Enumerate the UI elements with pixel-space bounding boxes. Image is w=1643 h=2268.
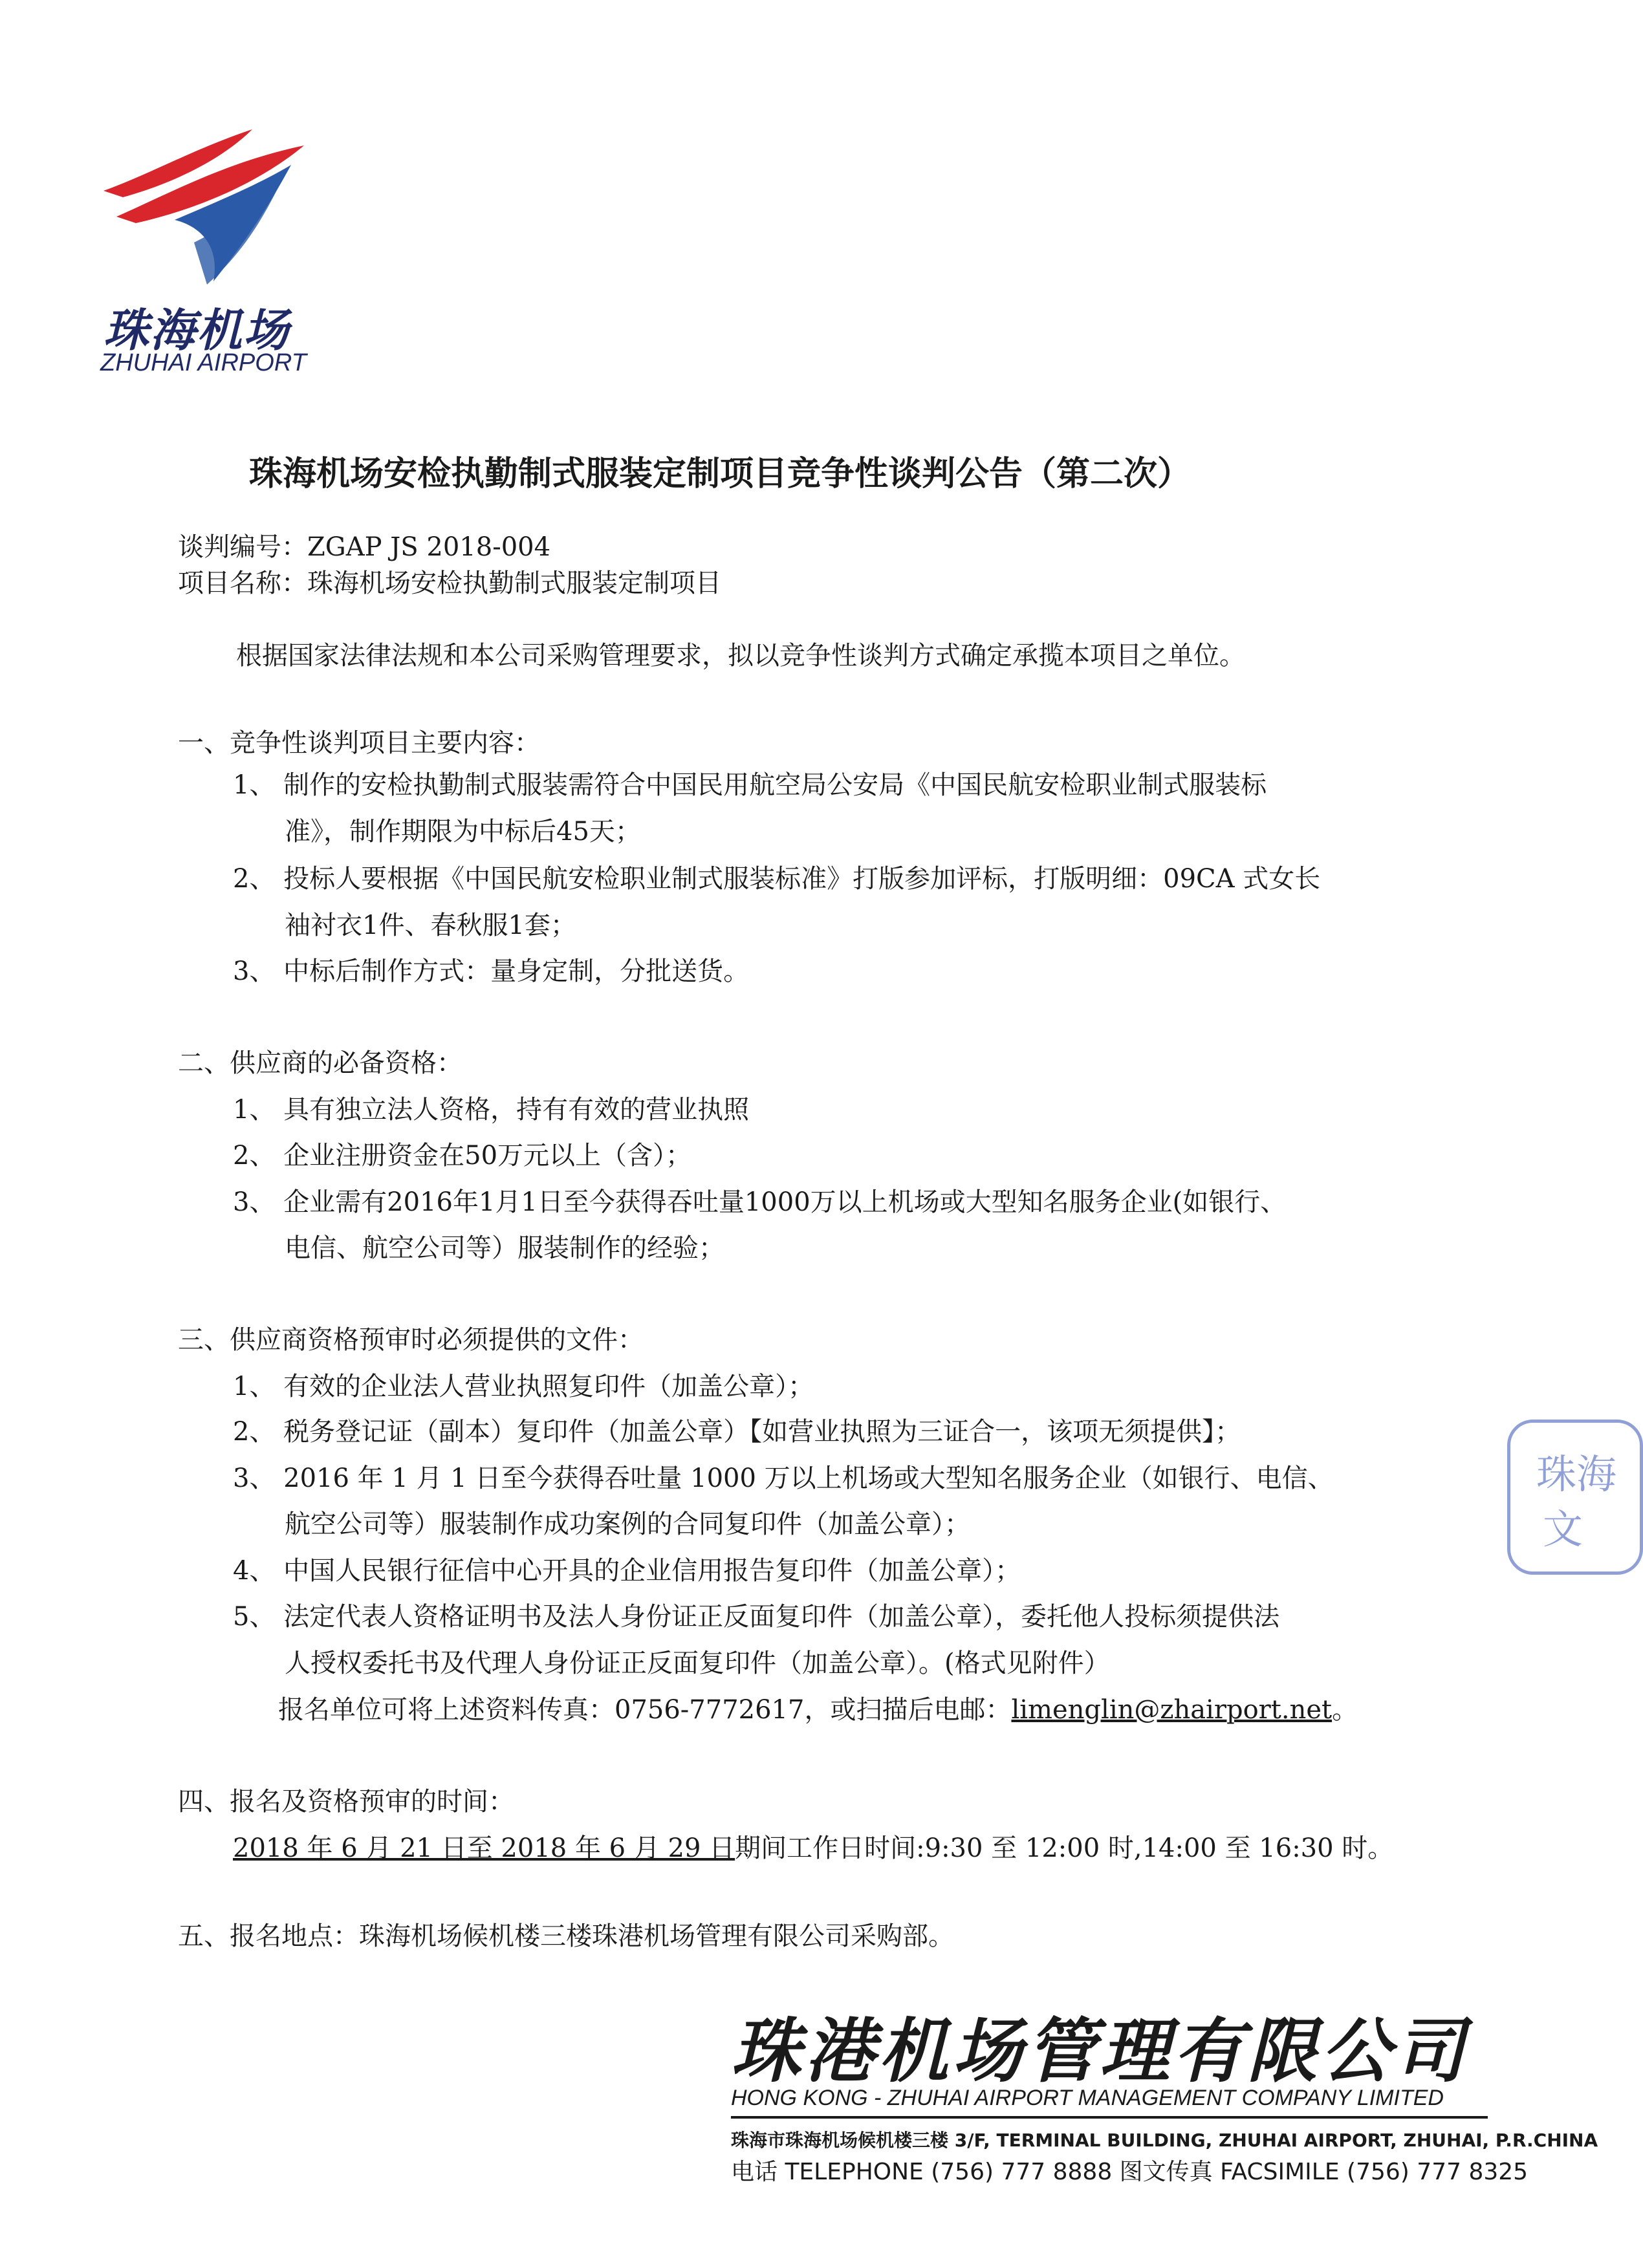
section-1-item-1-cont: 准》，制作期限为中标后45天； bbox=[285, 817, 641, 847]
section-3-item-1: 1、 有效的企业法人营业执照复印件（加盖公章）； bbox=[233, 1372, 814, 1401]
section-4-heading: 四、报名及资格预审的时间： bbox=[178, 1787, 514, 1817]
section-1-item-1: 1、 制作的安检执勤制式服装需符合中国民用航空局公安局《中国民航安检职业制式服装标 bbox=[233, 770, 1267, 800]
section-1-item-2-cont: 袖衬衣1件、春秋服1套； bbox=[285, 911, 576, 940]
section-1-item-2: 2、 投标人要根据《中国民航安检职业制式服装标准》打版参加评标，打版明细：09CA 式女长 bbox=[233, 864, 1321, 894]
footer-company-name-en: HONG KONG - ZHUHAI AIRPORT MANAGEMENT COMPANY LIMITED bbox=[731, 2086, 1444, 2110]
footer-address: 珠海市珠海机场候机楼三楼 3/F, TERMINAL BUILDING, ZHUHAI AIRPORT, ZHUHAI, P.R.CHINA bbox=[731, 2130, 1598, 2151]
footer-company-name-cn: 珠港机场管理有限公司 bbox=[731, 2011, 1469, 2092]
section-3-item-3-cont: 航空公司等）服装制作成功案例的合同复印件（加盖公章）； bbox=[285, 1509, 970, 1539]
section-2-item-2: 2、 企业注册资金在50万元以上（含）； bbox=[233, 1141, 692, 1171]
footer-divider bbox=[731, 2116, 1488, 2119]
section-3-item-4: 4、 中国人民银行征信中心开具的企业信用报告复印件（加盖公章）； bbox=[233, 1556, 1021, 1586]
logo-chinese-name: 珠海机场 bbox=[103, 304, 290, 357]
section-2-item-3: 3、 企业需有2016年1月1日至今获得吞吐量1000万以上机场或大型知名服务企业(如银行、 bbox=[233, 1187, 1287, 1217]
section-2-heading: 二、供应商的必备资格： bbox=[178, 1048, 462, 1078]
section-3-heading: 三、供应商资格预审时必须提供的文件： bbox=[178, 1325, 644, 1355]
section-2-item-1: 1、 具有独立法人资格，持有有效的营业执照 bbox=[233, 1095, 750, 1125]
footer-phone-fax: 电话 TELEPHONE (756) 777 8888 图文传真 FACSIMILE (756) 777 8325 bbox=[731, 2159, 1529, 2185]
section-3-item-5-cont: 人授权委托书及代理人身份证正反面复印件（加盖公章）。(格式见附件） bbox=[285, 1648, 1110, 1678]
section-1-heading: 一、竞争性谈判项目主要内容： bbox=[178, 728, 540, 758]
airport-logo bbox=[91, 129, 310, 388]
stamp-line-2: 文 bbox=[1543, 1506, 1583, 1553]
fax-text: 报名单位可将上述资料传真：0756-7772617，或扫描后电邮： bbox=[278, 1695, 1012, 1725]
working-hours: 期间工作日时间:9:30 至 12:00 时,14:00 至 16:30 时。 bbox=[735, 1833, 1394, 1863]
company-seal-stamp bbox=[1507, 1420, 1643, 1575]
page-title: 珠海机场安检执勤制式服装定制项目竞争性谈判公告（第二次） bbox=[249, 454, 1191, 493]
email-link[interactable]: limenglin@zhairport.net bbox=[1011, 1695, 1333, 1725]
section-4-time bbox=[233, 1833, 1393, 1864]
section-3-item-2: 2、 税务登记证（副本）复印件（加盖公章）【如营业执照为三证合一，该项无须提供】； bbox=[233, 1417, 1241, 1447]
logo-english-name: ZHUHAI AIRPORT bbox=[100, 349, 307, 376]
section-2-item-3-cont: 电信、航空公司等）服装制作的经验； bbox=[285, 1233, 724, 1263]
fax-end: 。 bbox=[1332, 1695, 1358, 1725]
project-name: 项目名称：珠海机场安检执勤制式服装定制项目 bbox=[178, 568, 721, 598]
fax-email-line bbox=[278, 1694, 1358, 1725]
wing-emblem-icon bbox=[97, 129, 304, 291]
section-3-item-5: 5、 法定代表人资格证明书及法人身份证正反面复印件（加盖公章），委托他人投标须提供法 bbox=[233, 1602, 1280, 1632]
section-5-location: 五、报名地点：珠海机场候机楼三楼珠港机场管理有限公司采购部。 bbox=[178, 1921, 954, 1951]
date-range: 2018 年 6 月 21 日至 2018 年 6 月 29 日 bbox=[233, 1833, 735, 1863]
section-3-item-3: 3、 2016 年 1 月 1 日至今获得吞吐量 1000 万以上机场或大型知名服务企业（如银行、电信、 bbox=[233, 1463, 1334, 1493]
section-1-item-3: 3、 中标后制作方式：量身定制，分批送货。 bbox=[233, 956, 750, 986]
negotiation-number: 谈判编号：ZGAP JS 2018-004 bbox=[178, 532, 551, 562]
intro-paragraph: 根据国家法律法规和本公司采购管理要求，拟以竞争性谈判方式确定承揽本项目之单位。 bbox=[236, 641, 1245, 671]
stamp-line-1: 珠海 bbox=[1536, 1451, 1617, 1498]
